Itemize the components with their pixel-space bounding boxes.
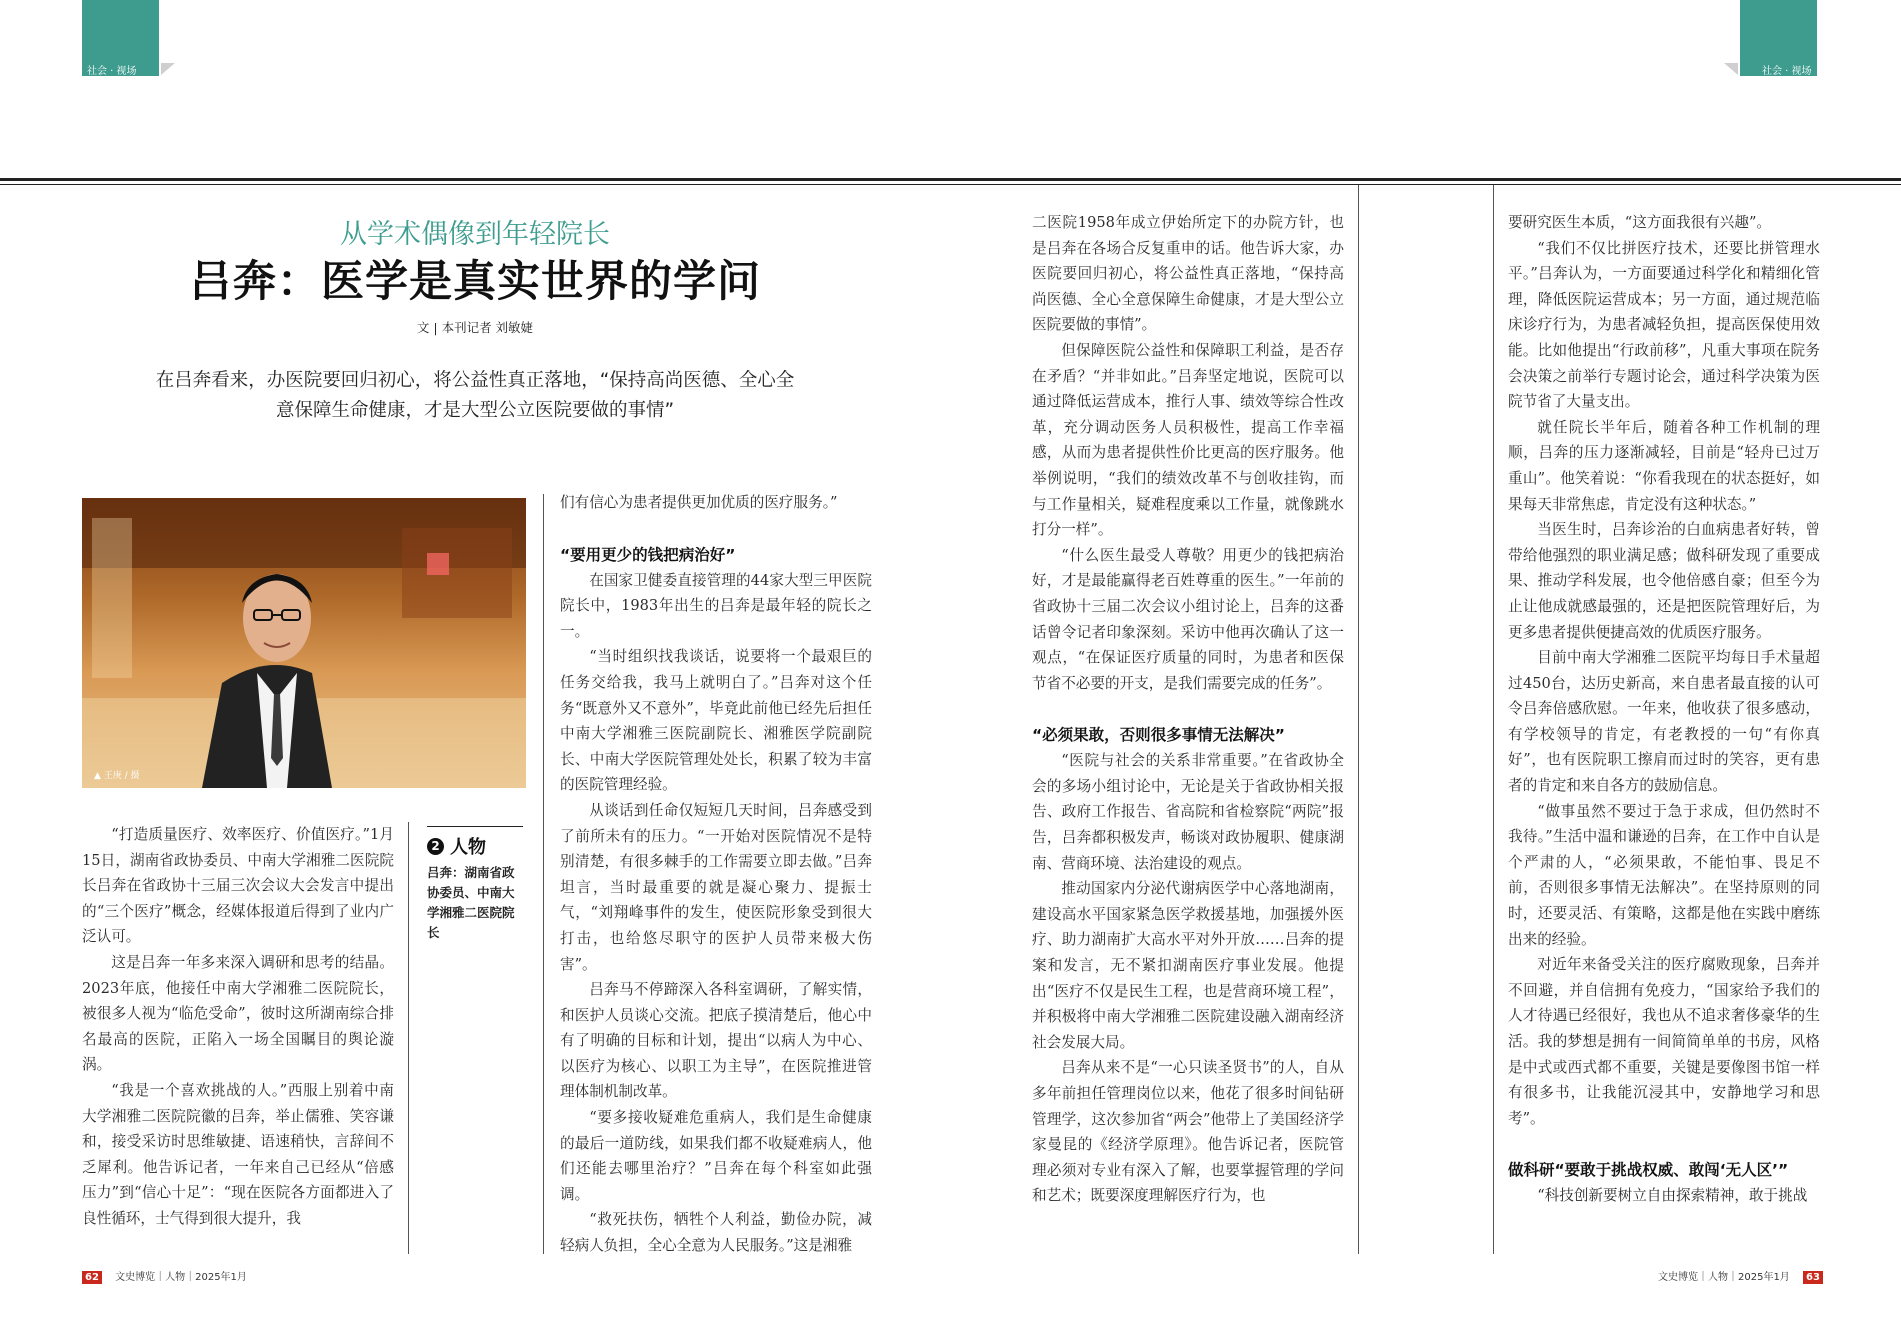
paragraph: “做事虽然不要过于急于求成，但仍然时不我待。”生活中温和谦逊的吕奔，在工作中自认是个严肃的人，“必须果敢，不能怕事、畏足不前，否则很多事情无法解决”。在坚持原则的同时，还要灵活、有策略，这都是他在实践中磨练出来的经验。 xyxy=(1508,802,1820,948)
paragraph: “科技创新要树立自由探索精神，敢于挑战 xyxy=(1537,1187,1808,1205)
article-subtitle: 从学术偶像到年轻院长 xyxy=(340,219,610,250)
paragraph: “医院与社会的关系非常重要。”在省政协全会的多场小组讨论中，无论是关于省政协相关报告、政府工作报告、省高院和省检察院“两院”报告，吕奔都积极发声，畅谈对政协履职、健康湖南、营商环境、法治建设的观点。 xyxy=(1032,752,1344,872)
paragraph: 要研究医生本质，“这方面我很有兴趣”。 xyxy=(1508,214,1772,231)
spacer xyxy=(1032,696,1344,722)
paragraph: 二医院1958年成立伊始所定下的办院方针，也是吕奔在各场合反复重申的话。他告诉大家，办医院要回归初心，将公益性真正落地，“保持高尚医德、全心全意保障生命健康，才是大型公立医院要做的事情”。 xyxy=(1032,214,1344,334)
column-divider-4 xyxy=(1493,185,1494,1254)
person-box-heading-row xyxy=(427,826,523,859)
footer-right-text: 文史博览｜人物｜2025年1月 xyxy=(1658,1272,1790,1283)
paragraph: 目前中南大学湘雅二医院平均每日手术量超过450台，达历史新高，来自患者最直接的认可令吕奔倍感欣慰。一年来，他收获了很多感动，有学校领导的肯定，有老教授的一句“有你真好”，也有医院职工擦肩而过时的笑容，更有患者的肯定和来自各方的鼓励信息。 xyxy=(1508,649,1820,795)
page-number-right: 63 xyxy=(1803,1271,1823,1284)
paragraph: 推动国家内分泌代谢病医学中心落地湖南，建设高水平国家紧急医学救援基地，加强援外医疗、助力湖南扩大高水平对外开放……吕奔的提案和发言，无不紧扣湖南医疗事业发展。他提出“医疗不仅是民生工程，也是营商环境工程”，并积极将中南大学湘雅二医院建设融入湖南经济社会发展大局。 xyxy=(1032,880,1344,1051)
footer-left xyxy=(82,1268,247,1284)
spacer xyxy=(560,516,872,542)
column-4 xyxy=(1508,210,1820,1209)
top-rule-thick xyxy=(0,178,1901,181)
paragraph: 对近年来备受关注的医疗腐败现象，吕奔并不回避，并自信拥有免疫力，“国家给予我们的人才待遇已经很好，我也从不追求奢侈豪华的生活。我的梦想是拥有一间简简单单的书房，风格是中式或西式都不重要，关键是要像图书馆一样有很多书，让我能沉浸其中，安静地学习和思考”。 xyxy=(1508,956,1820,1127)
section-heading: “必须果敢，否则很多事情无法解决” xyxy=(1032,726,1285,745)
footer-right xyxy=(1658,1268,1823,1284)
portrait-photo xyxy=(82,498,526,788)
paragraph: 从谈话到任命仅短短几天时间，吕奔感受到了前所未有的压力。“一开始对医院情况不是特别清楚，有很多棘手的工作需要立即去做。”吕奔坦言，当时最重要的就是凝心聚力、提振士气，“刘翔峰事件的发生，使医院形象受到很大打击，也给悠尽职守的医护人员带来极大伤害”。 xyxy=(560,801,872,973)
photo-credit: ▲ 王庚 / 摄 xyxy=(94,771,140,781)
paragraph: 当医生时，吕奔诊治的白血病患者好转，曾带给他强烈的职业满足感；做科研发现了重要成果、推动学科发展，也令他倍感自豪；但至今为止让他成就感最强的，还是把医院管理好后，为更多患者提供便捷高效的优质医疗服务。 xyxy=(1508,521,1820,641)
paragraph: 这是吕奔一年多来深入调研和思考的结晶。2023年底，他接任中南大学湘雅二医院院长，被很多人视为“临危受命”，彼时这所湖南综合排名最高的医院，正陷入一场全国瞩目的舆论漩涡。 xyxy=(82,953,394,1074)
person-box-heading: 人物 xyxy=(450,837,486,858)
paragraph: 们有信心为患者提供更加优质的医疗服务。” xyxy=(560,494,838,511)
paragraph: 但保障医院公益性和保障职工利益，是否存在矛盾？“并非如此。”吕奔坚定地说，医院可以通过降低运营成本，推行人事、绩效等综合性改革，充分调动医务人员积极性，提高工作幸福感，从而为患者提供性价比更高的医疗服务。他举例说明，“我们的绩效改革不与创收挂钩，而与工作量相关，疑难程度乘以工作量，就像跳水打分一样”。 xyxy=(1032,341,1344,539)
column-divider-1 xyxy=(408,822,409,1254)
paragraph: 吕奔马不停蹄深入各科室调研，了解实情，和医护人员谈心交流。把底子摸清楚后，他心中有了明确的目标和计划，提出“以病人为中心、以医疗为核心、以职工为主导”，在医院推进管理体制机制改革。 xyxy=(560,981,872,1101)
section-heading: “要用更少的钱把病治好” xyxy=(560,545,736,564)
paragraph: 就任院长半年后，随着各种工作机制的理顺，吕奔的压力逐渐减轻，目前是“轻舟已过万重山”。他笑着说：“你看我现在的状态挺好，如果每天非常焦虑，肯定没有这种状态。” xyxy=(1508,418,1820,513)
paragraph: “我是一个喜欢挑战的人。”西服上别着中南大学湘雅二医院院徽的吕奔，举止儒雅、笑容谦和，接受采访时思维敏捷、语速稍快，言辞间不乏犀利。他告诉记者，一年来自己已经从“倍感压力”到“信心十足”：“现在医院各方面都进入了良性循环，士气得到很大提升，我 xyxy=(82,1081,394,1227)
paragraph: “什么医生最受人尊敬？用更少的钱把病治好，才是最能赢得老百姓尊重的医生。”一年前的省政协十三届二次会议小组讨论上，吕奔的这番话曾令记者印象深刻。采访中他再次确认了这一观点，“在保证医疗质量的同时，为患者和医保节省不必要的开支，是我们需要完成的任务”。 xyxy=(1032,546,1344,692)
footer-left-text: 文史博览｜人物｜2025年1月 xyxy=(115,1272,247,1283)
tab-corner-left xyxy=(161,63,175,75)
article-byline: 文 | 本刊记者 刘敏婕 xyxy=(416,320,534,335)
section-heading: 做科研“要敢于挑战权威、敢闯‘无人区’” xyxy=(1508,1161,1789,1180)
article-lead: 在吕奔看来，办医院要回归初心，将公益性真正落地，“保持高尚医德、全心全意保障生命健康，才是大型公立医院要做的事情” xyxy=(155,370,795,421)
column-2 xyxy=(560,490,872,1259)
person-box-description: 吕奔：湖南省政协委员、中南大学湘雅二医院院长 xyxy=(427,865,515,940)
section-label-right: 社会 · 视场 xyxy=(1762,66,1812,77)
page-number-left: 62 xyxy=(82,1271,102,1284)
paragraph: “打造质量医疗、效率医疗、价值医疗。”1月15日，湖南省政协委员、中南大学湘雅二医院院长吕奔在省政协十三届三次会议大会发言中提出的“三个医疗”概念，经媒体报道后得到了业内广泛认可。 xyxy=(82,826,394,946)
paragraph: “救死扶伤，牺牲个人利益，勤俭办院，减轻病人负担，全心全意为人民服务。”这是湘雅 xyxy=(560,1211,872,1255)
paragraph: 在国家卫健委直接管理的44家大型三甲医院院长中，1983年出生的吕奔是最年轻的院长之一。 xyxy=(560,571,872,640)
column-3 xyxy=(1032,210,1344,1209)
column-divider-3 xyxy=(1358,185,1359,1254)
column-1 xyxy=(82,822,394,1232)
section-label-left: 社会 · 视场 xyxy=(87,66,137,77)
tab-corner-right xyxy=(1724,63,1738,75)
spacer xyxy=(1508,1131,1820,1157)
portrait-illustration xyxy=(82,498,526,788)
paragraph: “当时组织找我谈话，说要将一个最艰巨的任务交给我，我马上就明白了。”吕奔对这个任务“既意外又不意外”，毕竟此前他已经先后担任中南大学湘雅三医院副院长、湘雅医学院副院长、中南大学医院管理处处长，积累了较为丰富的医院管理经验。 xyxy=(560,648,872,794)
paragraph: 吕奔从来不是“一心只读圣贤书”的人，自从多年前担任管理岗位以来，他花了很多时间钻研管理学，这次参加省“两会”他带上了美国经济学家曼昆的《经济学原理》。他告诉记者，医院管理必须对专业有深入了解，也要掌握管理的学问和艺术；既要深度理解医疗行为，也 xyxy=(1032,1059,1344,1205)
paragraph: “要多接收疑难危重病人，我们是生命健康的最后一道防线，如果我们都不收疑难病人，他们还能去哪里治疗？”吕奔在每个科室如此强调。 xyxy=(560,1109,872,1203)
paragraph: “我们不仅比拼医疗技术，还要比拼管理水平。”吕奔认为，一方面要通过科学化和精细化管理，降低医院运营成本；另一方面，通过规范临床诊疗行为，为患者减轻负担，提高医保使用效能。比如他提出“行政前移”，凡重大事项在院务会决策之前举行专题讨论会，通过科学决策为医院节省了大量支出。 xyxy=(1508,239,1820,411)
top-rule-thin xyxy=(0,184,1901,185)
article-title: 吕奔：医学是真实世界的学问 xyxy=(189,257,761,307)
person-box-number: 2 xyxy=(427,838,444,855)
column-divider-2 xyxy=(543,494,544,1254)
person-info-box xyxy=(427,826,523,943)
